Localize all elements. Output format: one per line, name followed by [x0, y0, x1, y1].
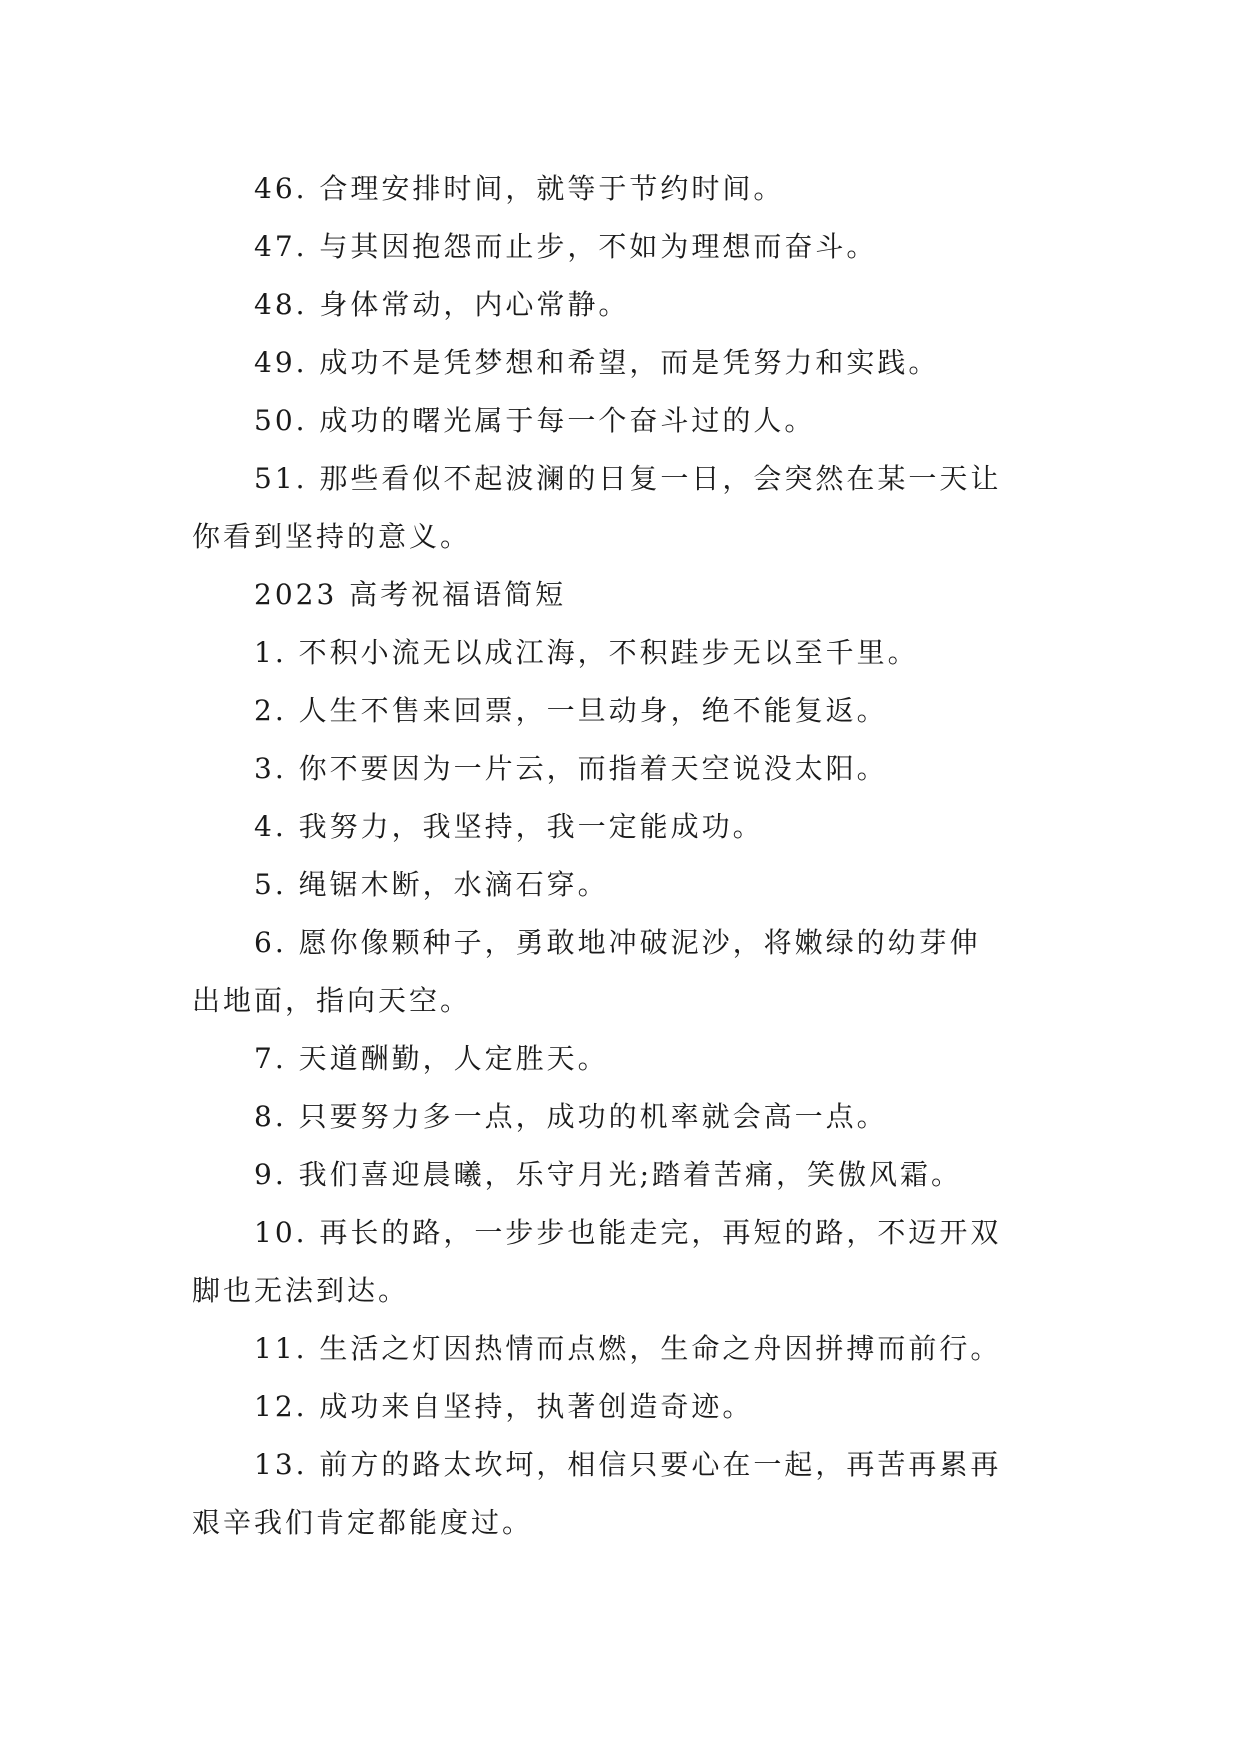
text-line: 3. 你不要因为一片云，而指着天空说没太阳。: [254, 752, 888, 785]
text-line: 10. 再长的路，一步步也能走完，再短的路，不迈开双: [254, 1216, 1002, 1249]
text-line: 11. 生活之灯因热情而点燃，生命之舟因拼搏而前行。: [254, 1332, 1002, 1365]
text-line: 6. 愿你像颗种子，勇敢地冲破泥沙，将嫩绿的幼芽伸: [254, 926, 981, 959]
text-line: 46. 合理安排时间，就等于节约时间。: [254, 172, 785, 205]
section-heading: 2023 高考祝福语简短: [254, 578, 567, 611]
text-line: 2. 人生不售来回票，一旦动身，绝不能复返。: [254, 694, 888, 727]
document-body: [192, 160, 1052, 1552]
text-line: 5. 绳锯木断，水滴石穿。: [254, 868, 609, 901]
text-line-continuation: 你看到坚持的意义。: [192, 520, 472, 553]
text-line: 8. 只要努力多一点，成功的机率就会高一点。: [254, 1100, 888, 1133]
text-line: 7. 天道酬勤，人定胜天。: [254, 1042, 609, 1075]
text-line-continuation: 脚也无法到达。: [192, 1274, 410, 1307]
text-line-continuation: 艰辛我们肯定都能度过。: [192, 1506, 534, 1539]
text-line: 51. 那些看似不起波澜的日复一日，会突然在某一天让: [254, 462, 1002, 495]
text-line: 48. 身体常动，内心常静。: [254, 288, 630, 321]
text-line: 13. 前方的路太坎坷，相信只要心在一起，再苦再累再: [254, 1448, 1002, 1481]
text-line: 49. 成功不是凭梦想和希望，而是凭努力和实践。: [254, 346, 940, 379]
text-line: 4. 我努力，我坚持，我一定能成功。: [254, 810, 764, 843]
text-line: 12. 成功来自坚持，执著创造奇迹。: [254, 1390, 754, 1423]
text-line: 9. 我们喜迎晨曦，乐守月光;踏着苦痛，笑傲风霜。: [254, 1158, 963, 1191]
text-line: 50. 成功的曙光属于每一个奋斗过的人。: [254, 404, 816, 437]
text-line: 47. 与其因抱怨而止步，不如为理想而奋斗。: [254, 230, 878, 263]
text-line: 1. 不积小流无以成江海，不积跬步无以至千里。: [254, 636, 919, 669]
text-line-continuation: 出地面，指向天空。: [192, 984, 472, 1017]
